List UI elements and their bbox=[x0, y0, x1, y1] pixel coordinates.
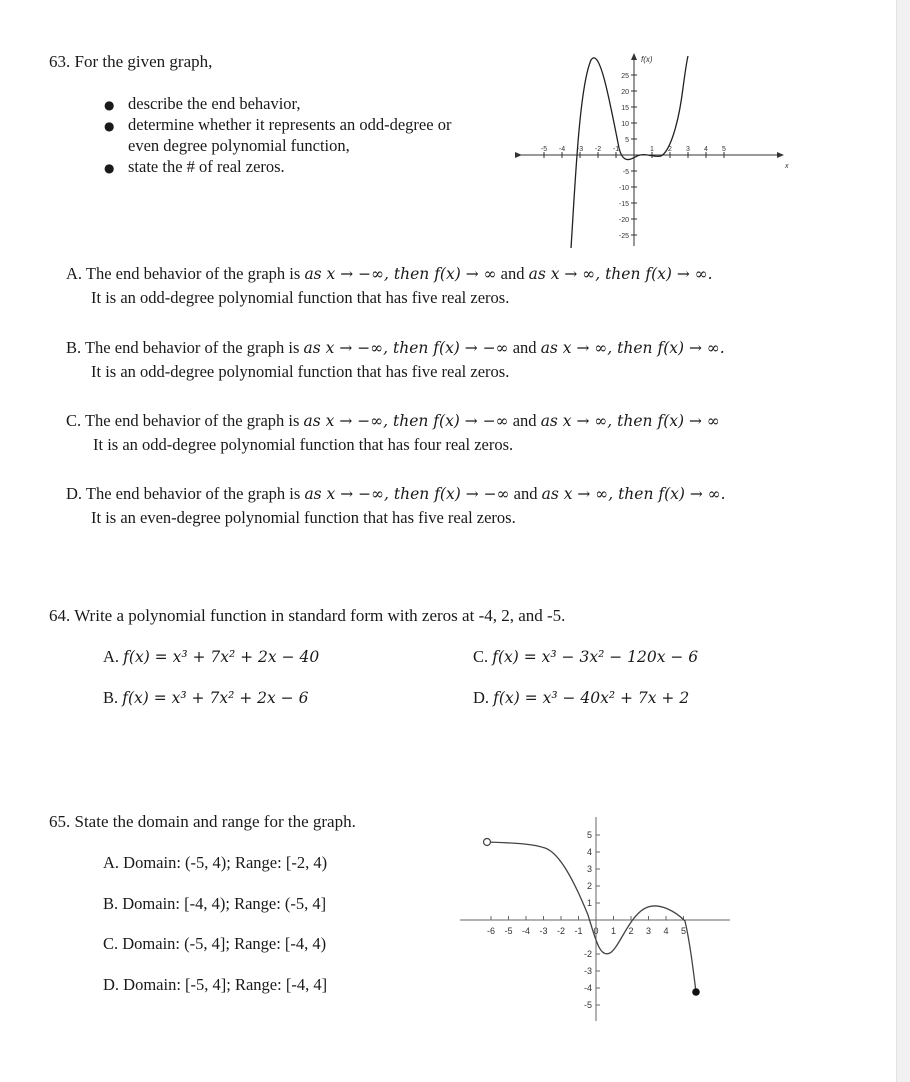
y-tick-label: 3 bbox=[586, 864, 592, 874]
y-tick-label: 1 bbox=[586, 898, 592, 908]
q63-bullet-1: ● describe the end behavior, bbox=[128, 93, 301, 114]
q64-option-c[interactable]: C. f(x) = x³ − 3x² − 120x − 6 bbox=[473, 647, 699, 666]
y-tick-label: 10 bbox=[621, 121, 629, 128]
q63-bullet-2: ● determine whether it represents an odd-degree or bbox=[128, 114, 451, 135]
x-tick-label: -3 bbox=[539, 926, 548, 936]
y-tick-label: -15 bbox=[618, 201, 629, 208]
q64-option-b[interactable]: B. f(x) = x³ + 7x² + 2x − 6 bbox=[103, 688, 309, 707]
x-tick-label: 4 bbox=[663, 926, 669, 936]
y-tick-label: -4 bbox=[583, 983, 592, 993]
x-tick-label: -1 bbox=[612, 146, 620, 153]
bullet-dot-icon: ● bbox=[104, 119, 115, 133]
x-tick-label: -2 bbox=[594, 146, 602, 153]
y-tick-label: -20 bbox=[618, 217, 629, 224]
x-tick-label: -2 bbox=[556, 926, 566, 936]
q63-x-axis-label: x bbox=[785, 163, 789, 170]
x-tick-label: 2 bbox=[628, 926, 634, 936]
q65-title: 65. State the domain and range for the graph. bbox=[49, 812, 356, 831]
y-tick-label: -3 bbox=[583, 966, 592, 976]
y-tick-label: 5 bbox=[625, 137, 629, 144]
x-tick-label: -4 bbox=[558, 146, 566, 153]
y-tick-label: -5 bbox=[583, 1000, 592, 1010]
q63-option-a-line2: It is an odd-degree polynomial function that has five real zeros. bbox=[91, 288, 510, 307]
x-tick-label: 1 bbox=[650, 146, 654, 153]
x-tick-label: -5 bbox=[540, 146, 548, 153]
x-tick-label: 4 bbox=[704, 146, 708, 153]
q63-polynomial-graph bbox=[515, 48, 795, 258]
q63-option-c-line2: It is an odd-degree polynomial function that has four real zeros. bbox=[93, 435, 514, 454]
x-tick-label: 0 bbox=[593, 926, 599, 936]
q63-option-d-line2: It is an even-degree polynomial function that has five real zeros. bbox=[91, 508, 516, 527]
y-tick-label: 20 bbox=[621, 89, 629, 96]
q64-title: 64. Write a polynomial function in standard form with zeros at -4, 2, and -5. bbox=[49, 606, 566, 625]
q63-option-d[interactable]: D. The end behavior of the graph is as x → −∞, then f(x) → −∞ and as x → ∞, then f(x) → ∞. bbox=[66, 484, 726, 503]
y-tick-label: -5 bbox=[622, 169, 629, 176]
y-tick-label: -2 bbox=[583, 949, 592, 959]
x-tick-label: -4 bbox=[521, 926, 531, 936]
q65-closed-endpoint bbox=[692, 988, 700, 996]
bullet-dot-icon: ● bbox=[104, 161, 115, 175]
page-scrollbar[interactable] bbox=[896, 0, 910, 1082]
q63-option-b-line2: It is an odd-degree polynomial function that has five real zeros. bbox=[91, 362, 510, 381]
x-tick-label: 5 bbox=[722, 146, 726, 153]
x-tick-label: -3 bbox=[576, 146, 584, 153]
y-tick-label: 5 bbox=[586, 830, 592, 840]
y-tick-label: -25 bbox=[618, 233, 629, 240]
q63-option-c[interactable]: C. The end behavior of the graph is as x → −∞, then f(x) → −∞ and as x → ∞, then f(x) → ∞ bbox=[66, 411, 720, 430]
q63-bullet-2-cont: even degree polynomial function, bbox=[128, 136, 350, 155]
q65-option-a[interactable]: A. Domain: (-5, 4); Range: [-2, 4) bbox=[103, 853, 328, 872]
bullet-dot-icon: ● bbox=[104, 98, 115, 112]
y-tick-label: -10 bbox=[618, 185, 629, 192]
x-tick-label: 5 bbox=[680, 926, 687, 936]
q63-x-tick-marks bbox=[541, 146, 726, 158]
x-tick-label: -6 bbox=[486, 926, 496, 936]
q63-title: 63. For the given graph, bbox=[49, 52, 213, 71]
q65-option-d[interactable]: D. Domain: [-5, 4]; Range: [-4, 4] bbox=[103, 975, 328, 994]
y-tick-label: 4 bbox=[586, 847, 592, 857]
q65-function-graph bbox=[450, 803, 740, 1028]
q65-open-endpoint bbox=[484, 839, 491, 846]
x-tick-label: 1 bbox=[610, 926, 617, 936]
q63-option-a[interactable]: A. The end behavior of the graph is as x → −∞, then f(x) → ∞ and as x → ∞, then f(x) → ∞. bbox=[66, 264, 713, 283]
x-tick-label: 3 bbox=[645, 926, 652, 936]
q63-bullet-3: ● state the # of real zeros. bbox=[128, 156, 285, 177]
q65-option-b[interactable]: B. Domain: [-4, 4); Range: (-5, 4] bbox=[103, 894, 327, 913]
q65-x-tick-marks bbox=[487, 916, 686, 936]
y-tick-label: 25 bbox=[621, 73, 629, 80]
q64-option-d[interactable]: D. f(x) = x³ − 40x² + 7x + 2 bbox=[473, 688, 690, 707]
x-tick-label: 3 bbox=[686, 146, 690, 153]
q64-option-a[interactable]: A. f(x) = x³ + 7x² + 2x − 40 bbox=[103, 647, 320, 666]
q63-y-axis-label: f(x) bbox=[641, 55, 653, 64]
q63-option-b[interactable]: B. The end behavior of the graph is as x → −∞, then f(x) → −∞ and as x → ∞, then f(x) → ∞. bbox=[66, 338, 725, 357]
y-tick-label: 15 bbox=[621, 105, 629, 112]
q65-option-c[interactable]: C. Domain: (-5, 4]; Range: [-4, 4) bbox=[103, 934, 327, 953]
x-tick-label: 2 bbox=[668, 146, 672, 153]
y-tick-label: 2 bbox=[586, 881, 592, 891]
x-tick-label: -5 bbox=[504, 926, 513, 936]
x-tick-label: -1 bbox=[574, 926, 583, 936]
